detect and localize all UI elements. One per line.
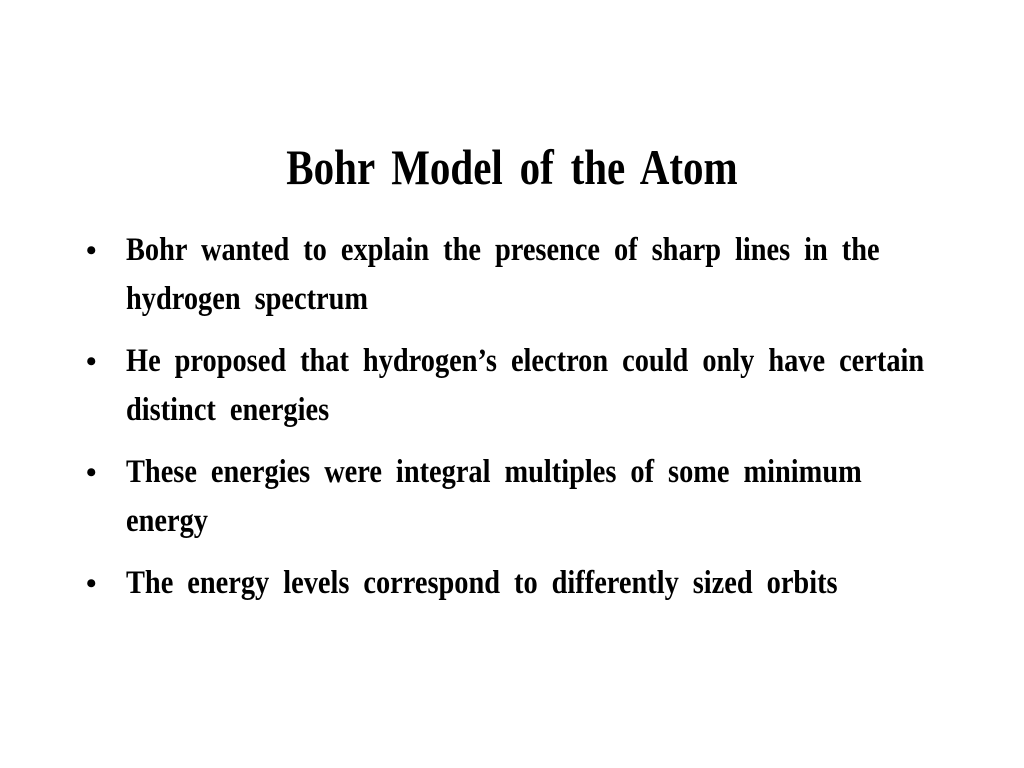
slide-title: Bohr Model of the Atom — [286, 138, 738, 195]
bullet-icon: • — [86, 234, 97, 267]
bullet-icon: • — [86, 345, 97, 378]
bullet-text: These energies were integral multiples of some minimum energy — [126, 454, 862, 539]
bullet-item — [84, 559, 944, 608]
bullet-icon: • — [86, 456, 97, 489]
bullet-text: He proposed that hydrogen’s electron could only have certain distinct energies — [126, 343, 925, 428]
bullet-icon: • — [86, 567, 97, 600]
bullet-text: The energy levels correspond to differently sized orbits — [126, 565, 838, 601]
bullet-item — [84, 226, 944, 324]
bullet-item — [84, 448, 944, 546]
bullet-text: Bohr wanted to explain the presence of sharp lines in the hydrogen spectrum — [126, 232, 880, 317]
bullet-list — [84, 226, 944, 621]
bullet-item — [84, 337, 944, 435]
